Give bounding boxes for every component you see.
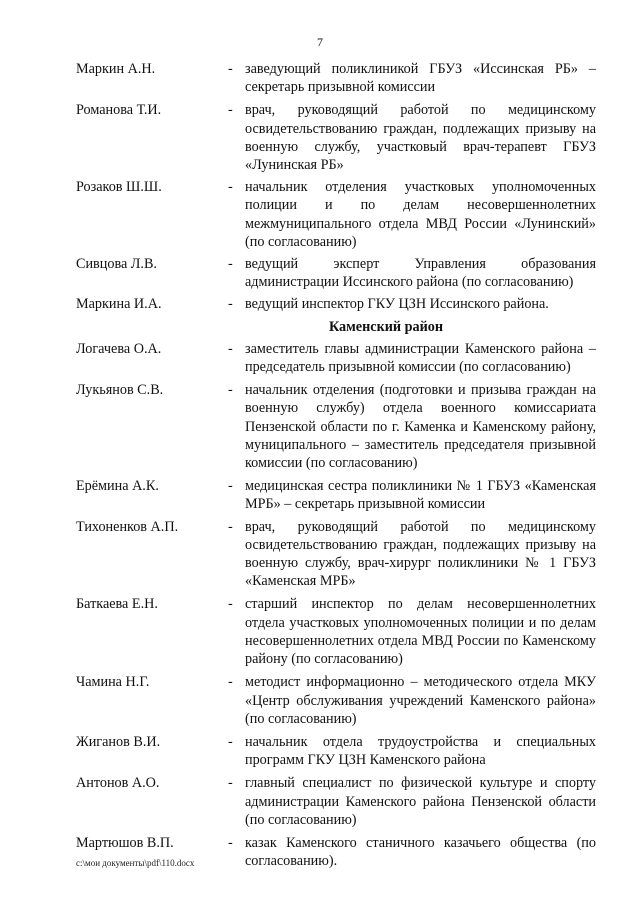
member-name: Жиганов В.И. [76, 733, 161, 750]
entry-dash: - [228, 61, 233, 77]
entry-dash: - [228, 596, 233, 613]
member-position: врач, руководящий работой по медицинскому освидетельствованию граждан, подлежащих призыву на военную службу, врач-хирург поликлиники № 1 ГБУЗ «Каменская МРБ» [245, 518, 596, 590]
member-position: заместитель главы администрации Каменского района – председатель призывной комиссии (по согласованию) [245, 340, 596, 376]
member-name: Романова Т.И. [76, 102, 162, 119]
member-position: главный специалист по физической культуре и спорту администрации Каменского района Пензенской области (по согласованию) [245, 775, 596, 828]
page-number: 7 [317, 35, 323, 49]
member-name: Тихоненков А.П. [76, 518, 179, 535]
member-entry [76, 381, 596, 472]
entry-dash: - [228, 478, 233, 495]
member-entry [76, 774, 596, 829]
entry-dash: - [228, 296, 233, 313]
member-entry [76, 295, 596, 313]
entry-dash: - [228, 340, 233, 357]
entry-dash: - [228, 256, 233, 273]
member-position: ведущий эксперт Управления образования администрации Иссинского района (по согласованию) [245, 256, 596, 291]
entry-dash: - [228, 102, 233, 119]
member-position: врач, руководящий работой по медицинскому освидетельствованию граждан, подлежащих призыву на военную службу, участковый врач-терапевт ГБУЗ «Лунинская РБ» [245, 102, 596, 174]
member-position: начальник отделения участковых уполномоченных полиции и по делам несовершеннолетних межмуниципального отдела МВД России «Лунинский» (по согласованию) [245, 179, 596, 250]
member-name: Логачева О.А. [76, 340, 162, 357]
document-body [76, 60, 596, 870]
member-entry [76, 101, 596, 174]
entry-dash: - [228, 518, 233, 535]
member-name: Розаков Ш.Ш. [76, 179, 162, 196]
member-entry [76, 733, 596, 769]
entry-dash: - [228, 382, 233, 399]
member-name: Чамина Н.Г. [76, 674, 150, 691]
member-position: методист информационно – методического отдела МКУ «Центр обслуживания учреждений Каменского района» (по согласованию) [245, 674, 596, 727]
member-name: Мартюшов В.П. [76, 834, 174, 851]
member-name: Баткаева Е.Н. [76, 596, 158, 613]
member-name: Маркина И.А. [76, 296, 162, 313]
member-name: Сивцова Л.В. [76, 256, 157, 273]
member-name: Маркин А.Н. [76, 61, 156, 77]
member-position: заведующий поликлиникой ГБУЗ «Иссинская РБ» – секретарь призывной комиссии [245, 61, 596, 96]
member-entry [76, 595, 596, 668]
member-entry [76, 178, 596, 251]
member-name: Лукьянов С.В. [76, 382, 164, 399]
member-entry [76, 255, 596, 291]
member-entry [76, 673, 596, 728]
section-heading: Каменский район [328, 318, 444, 335]
entry-dash: - [228, 775, 233, 792]
member-position: медицинская сестра поликлиники № 1 ГБУЗ «Каменская МРБ» – секретарь призывной комиссии [245, 478, 596, 513]
member-position: начальник отдела трудоустройства и специальных программ ГКУ ЦЗН Каменского района [245, 733, 596, 769]
member-position: ведущий инспектор ГКУ ЦЗН Иссинского района. [245, 296, 549, 313]
member-position: казак Каменского станичного казачьего общества (по согласованию). [245, 834, 596, 870]
entry-dash: - [228, 179, 233, 196]
member-entry [76, 340, 596, 376]
entry-dash: - [228, 834, 233, 851]
member-entry [76, 60, 596, 96]
footer-file-path: c:\мои документы\pdf\110.docx [76, 858, 195, 868]
member-name: Ерёмина А.К. [76, 478, 159, 495]
entry-dash: - [228, 733, 233, 750]
member-entry [76, 518, 596, 591]
member-position: старший инспектор по делам несовершеннолетних отдела участковых уполномоченных полиции и по делам несовершеннолетних отдела МВД России по Каменскому району (по согласованию) [245, 596, 596, 668]
member-entry [76, 477, 596, 513]
member-name: Антонов А.О. [76, 775, 160, 792]
member-position: начальник отделения (подготовки и призыва граждан на военную службу) отдела военного комиссариата Пензенской области по г. Каменка и Каменскому району, муниципального – заместитель председателя призывной комиссии (по согласованию) [245, 382, 596, 472]
entry-dash: - [228, 674, 233, 691]
